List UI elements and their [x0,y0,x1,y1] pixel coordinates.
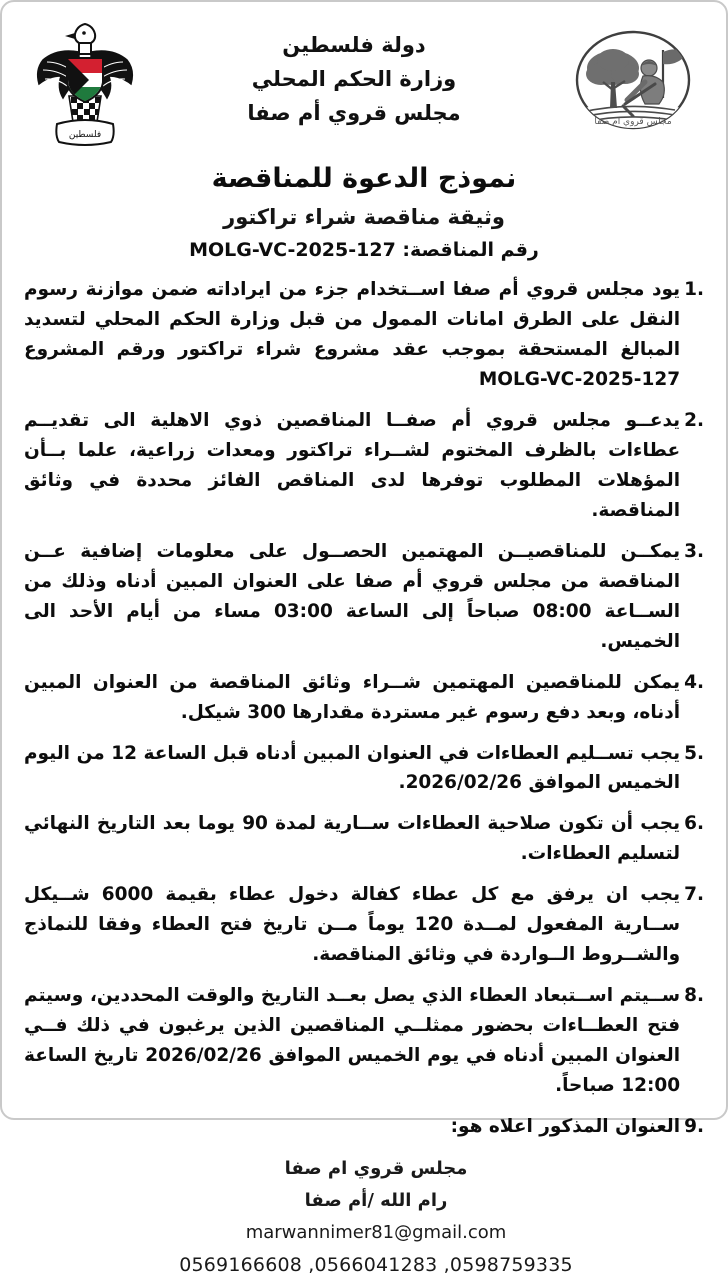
address-location: رام الله /أم صفا [304,1190,448,1212]
clause-number: 3. [684,540,704,562]
council-name: مجلس قروي أم صفا [247,101,461,126]
clause-item [24,406,704,526]
svg-text:فلسطين: فلسطين [68,130,102,140]
clause-item [24,275,704,395]
palestine-eagle-coat-of-arms [20,16,150,158]
address-council: مجلس قروي ام صفا [284,1158,468,1180]
clause-number: 2. [684,409,704,431]
page-title: نموذج الدعوة للمناقصة [211,163,517,194]
clause-text: يجب أن تكون صلاحية العطاءات ســارية لمدة 90 يوما بعد التاريخ النهائي لتسليم العطاءات. [24,813,681,865]
clause-text: يمكن للمناقصين المهتمين شــراء وثائق المناقصة من العنوان المبين أدناه، وبعد دفع رسوم غير مستردة مقدارها 300 شيكل. [24,671,681,723]
document-header [20,16,708,156]
clause-text: يدعــو مجلس قروي أم صفــا المناقصين ذوي الاهلية الى تقديــم عطاءات بالظرف المختوم لشــراء تراكتور ومعدات زراعية، علما بــأن المؤهلات المطلوب توفرها لدى المناقص الفائز محددة في وثائق المناقصة. [24,409,681,521]
clause-item [24,981,704,1101]
ministry-name: وزارة الحكم المحلي [251,67,457,92]
header-title-block [150,16,558,130]
clause-text: العنوان المذكور اعلاه هو: [450,1116,681,1138]
clause-item [24,537,704,657]
clause-item [24,809,704,869]
clause-number: 1. [684,278,704,300]
address-block [20,1153,708,1283]
clause-text: يجب ان يرفق مع كل عطاء كفالة دخول عطاء بقيمة 6000 شــيكل ســارية المفعول لمــدة 120 يوماً مــن تاريخ فتح العطاء وفقا للنماذج والشــروط الــواردة في وثائق المناقصة. [24,884,681,966]
clause-number: 9. [684,1116,704,1138]
clause-text: ســيتم اســتبعاد العطاء الذي يصل بعــد التاريخ والوقت المحددين، وسيتم فتح العطــاءات بحضور ممثلــي المناقصين الذين يرغبون في ذلك فــي العنوان المبين أدناه في يوم الخميس الموافق 2026/02/26 تاريخ الساعة 12:00 صباحاً. [24,985,681,1097]
contact-phones[interactable]: 0569166608 ,0566041283 ,0598759335 [179,1254,573,1277]
contact-email[interactable]: marwannimer81@gmail.com [245,1222,507,1244]
clause-number: 6. [684,813,704,835]
title-block [20,162,708,261]
umm-safa-village-council-emblem [558,16,708,152]
clause-number: 5. [684,742,704,764]
page-subtitle: وثيقة مناقصة شراء تراكتور [223,204,505,229]
clause-number: 8. [684,985,704,1007]
clause-text: يجب تســليم العطاءات في العنوان المبين أدناه قبل الساعة 12 من اليوم الخميس الموافق 2026/02/26. [24,742,681,794]
clause-number: 7. [684,884,704,906]
clause-number: 4. [684,671,704,693]
clause-item [24,668,704,728]
clause-text: يود مجلس قروي أم صفا اســتخدام جزء من ايراداته ضمن موازنة رسوم النقل على الطرق امانات الممول من قبل وزارة الحكم المحلي لتسديد المبالغ المستحقة بموجب عقد مشروع شراء تراكتور ورقم المشروع MOLG-VC-2025-127 [24,278,681,390]
state-name: دولة فلسطين [282,33,426,57]
svg-text:مجلس قروي ام صفا: مجلس قروي ام صفا [594,117,672,127]
clause-item [24,1112,704,1142]
clause-item [24,880,704,970]
tender-number: رقم المناقصة: MOLG-VC-2025-127 [189,238,539,261]
clause-item [24,739,704,799]
clause-text: يمكــن للمناقصيــن المهتمين الحصــول على معلومات إضافية عــن المناقصة من مجلس قروي أم صفا على العنوان المبين أدناه وذلك من الســاعة 08:00 صباحاً إلى الساعة 03:00 مساء من أيام الأحد الى الخميس. [24,540,681,652]
clause-list [20,275,708,1142]
